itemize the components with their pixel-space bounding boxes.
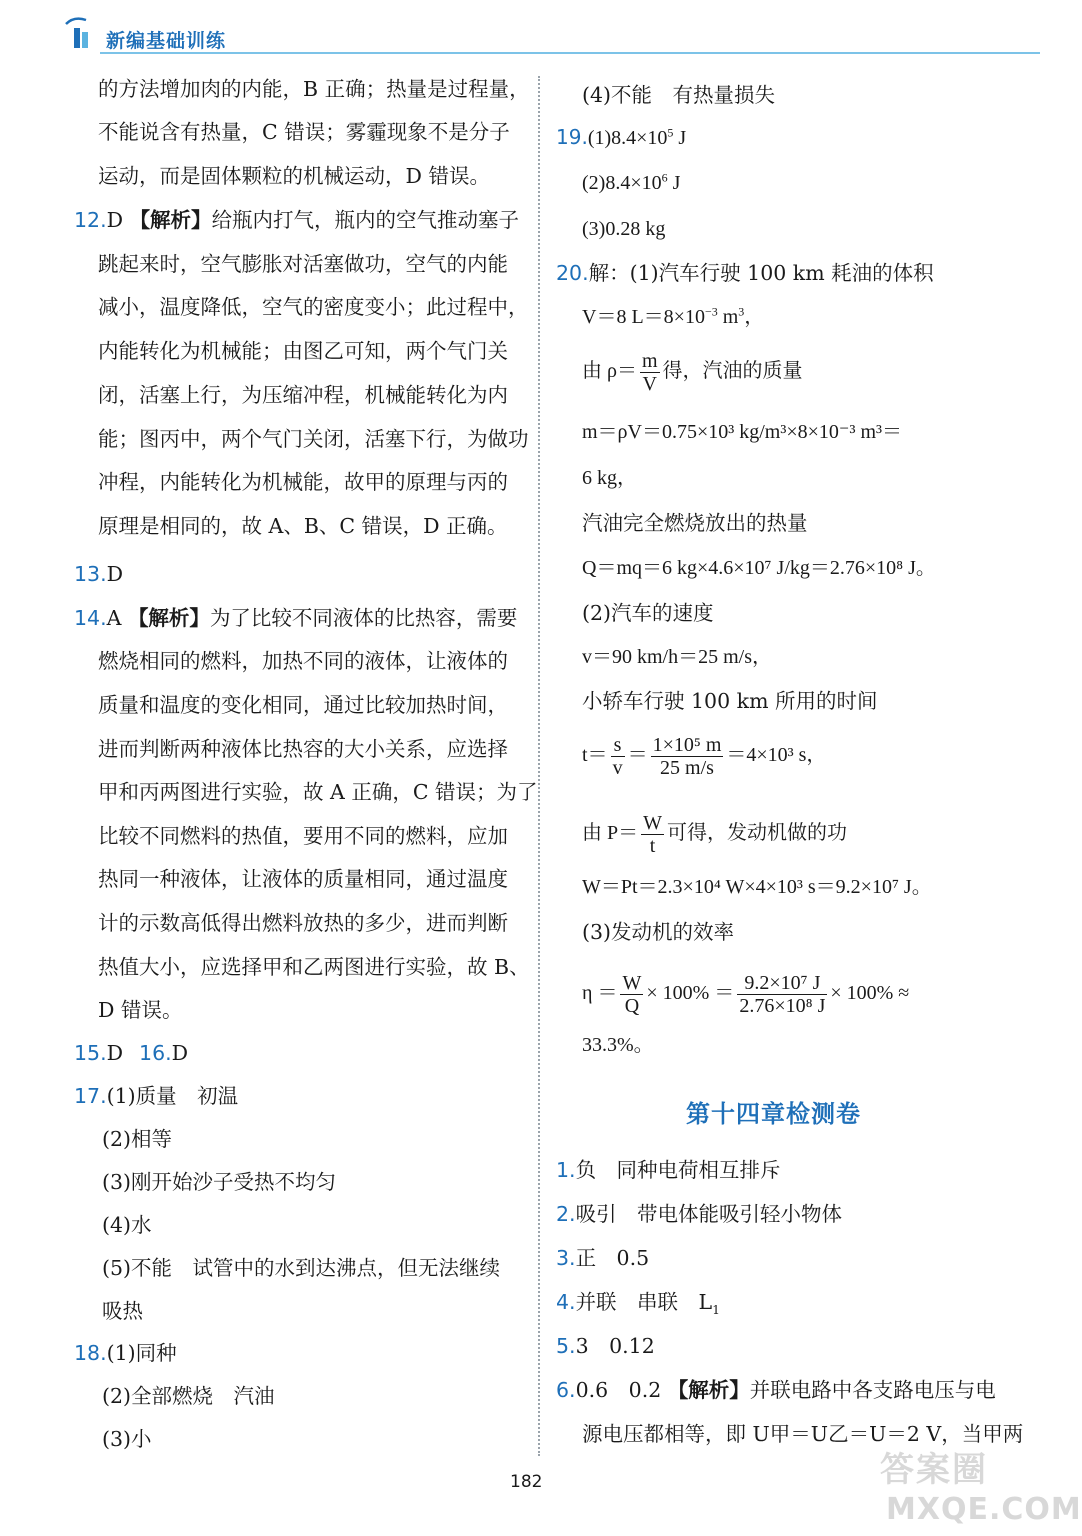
question-number: 1.: [556, 1158, 576, 1182]
text-line: 不能说含有热量，C 错误；雾霾现象不是分子: [98, 120, 510, 144]
text-line: D 错误。: [98, 998, 183, 1022]
exponent: 5: [667, 125, 674, 140]
denominator: 2.76×10⁸ J: [739, 995, 826, 1017]
watermark-text: MXQE.COM: [886, 1492, 1082, 1527]
section-title: 第十四章检测卷: [686, 1100, 861, 1128]
formula-line: v＝90 km/h＝25 m/s，: [582, 646, 773, 668]
answer-s3: [556, 1243, 649, 1273]
answer-letter: D: [106, 1041, 124, 1065]
question-number: 14.: [74, 606, 107, 630]
answer-letter: D: [106, 562, 124, 586]
text-line: 吸热: [102, 1299, 143, 1323]
text-line: 进而判断两种液体比热容的大小关系，应选择: [98, 737, 508, 761]
text-line: [582, 168, 680, 198]
text-line: 源电压都相等，即 U甲＝U乙＝U＝2 V，当甲两: [582, 1422, 1024, 1446]
text-line: 比较不同燃料的热值，要用不同的燃料，应加: [98, 824, 508, 848]
answer-letter: D: [106, 208, 130, 232]
text: 可得，发动机做的功: [667, 822, 848, 845]
answer-20: [556, 258, 934, 288]
text-line: (2)全部燃烧 汽油: [102, 1384, 275, 1408]
watermark-text: 答案圈: [880, 1450, 988, 1490]
text-line: 的方法增加肉的内能，B 正确；热量是过程量，: [98, 77, 530, 101]
formula-line: [582, 350, 803, 395]
text: 吸引 带电体能吸引轻小物体: [575, 1202, 843, 1226]
denominator: v: [612, 757, 623, 779]
text-line: (3)刚开始沙子受热不均匀: [102, 1170, 337, 1194]
text-line: 能；图丙中，两个气门关闭，活塞下行，为做功: [98, 427, 529, 451]
text: 负 同种电荷相互排斥: [575, 1158, 781, 1182]
text-line: (3)0.28 kg: [582, 218, 666, 240]
text: (1)8.4×10: [587, 127, 668, 149]
text-line: 减小，温度降低，空气的密度变小；此过程中，: [98, 295, 529, 319]
exponent: 6: [661, 170, 668, 185]
text: (1)质量 初温: [106, 1084, 239, 1108]
text-line: 热值大小，应选择甲和乙两图进行实验，故 B、: [98, 955, 530, 979]
header-title: 新编基础训练: [106, 30, 227, 52]
analysis-tag: 【解析】: [127, 606, 210, 630]
question-number: 6.: [556, 1378, 576, 1402]
numerator: W: [643, 812, 663, 834]
text: × 100% ＝: [646, 982, 735, 1005]
text-line: (3)发动机的效率: [582, 920, 735, 944]
text-line: (2)汽车的速度: [582, 601, 714, 625]
formula-line: [582, 812, 847, 857]
subscript: 1: [712, 1303, 720, 1318]
fraction: [640, 350, 660, 395]
column-divider: [538, 76, 540, 1456]
text-line: 小轿车行驶 100 km 所用的时间: [582, 689, 878, 713]
numerator: m: [641, 350, 658, 372]
question-number: 5.: [556, 1334, 576, 1358]
text: ，: [744, 306, 765, 328]
denominator: 25 m/s: [651, 756, 724, 779]
page-header: [60, 14, 1040, 54]
text: 得，汽油的质量: [662, 360, 803, 383]
denominator: V: [640, 372, 660, 395]
text: 并联电路中各支路电压与电: [749, 1378, 996, 1402]
denominator: Q: [620, 994, 643, 1017]
question-number: 16.: [139, 1041, 172, 1065]
text-line: 甲和丙两图进行实验，故 A 正确，C 错误；为了: [98, 780, 538, 804]
numerator: s: [613, 734, 622, 756]
formula-line: [582, 734, 826, 779]
formula-line: 6 kg，: [582, 467, 637, 489]
text-line: (2)相等: [102, 1127, 173, 1151]
text: 3 0.12: [575, 1334, 655, 1358]
text-line: 原理是相同的，故 A、B、C 错误，D 正确。: [98, 514, 508, 538]
question-number: 17.: [74, 1084, 107, 1108]
text: 并联 串联 L: [575, 1290, 713, 1314]
numerator: W: [622, 972, 642, 994]
question-number: 18.: [74, 1341, 107, 1365]
text-line: (4)不能 有热量损失: [582, 83, 776, 107]
page-number: 182: [510, 1472, 543, 1492]
text: (1)同种: [106, 1341, 177, 1365]
answer-s2: [556, 1199, 842, 1229]
exponent: −3: [704, 304, 718, 319]
denominator: t: [641, 834, 664, 857]
question-number: 3.: [556, 1246, 576, 1270]
fraction: [620, 972, 643, 1017]
watermark: [872, 1440, 1082, 1532]
text: t＝: [582, 744, 608, 767]
text-line: (4)水: [102, 1213, 152, 1237]
answer-letter: D: [171, 1041, 189, 1065]
question-number: 2.: [556, 1202, 576, 1226]
text: η ＝: [582, 982, 618, 1005]
text: V＝8 L＝8×10: [582, 306, 705, 328]
question-number: 12.: [74, 208, 107, 232]
answer-12: [74, 205, 519, 235]
text: 正 0.5: [575, 1246, 650, 1270]
formula-line: [582, 302, 764, 332]
formula-line: W＝Pt＝2.3×10⁴ W×4×10³ s＝9.2×10⁷ J。: [582, 876, 932, 898]
answer-s1: [556, 1155, 781, 1185]
numerator: 1×10⁵ m: [652, 734, 722, 756]
text-line: 汽油完全燃烧放出的热量: [582, 511, 808, 535]
text-line: 质量和温度的变化相同，通过比较加热时间，: [98, 693, 508, 717]
analysis-tag: 【解析】: [667, 1378, 750, 1402]
answer-17: [74, 1081, 238, 1111]
analysis-tag: 【解析】: [129, 208, 212, 232]
answer-14: [74, 603, 517, 633]
question-number: 19.: [556, 125, 588, 149]
text-line: 跳起来时，空气膨胀对活塞做功，空气的内能: [98, 252, 508, 276]
formula-line: Q＝mq＝6 kg×4.6×10⁷ J/kg＝2.76×10⁸ J。: [582, 557, 936, 579]
text: ＝4×10³ s，: [726, 744, 827, 767]
header-logo-icon: [64, 16, 94, 50]
fraction: [651, 734, 724, 779]
text: 0.6 0.2: [575, 1378, 668, 1402]
question-number: 20.: [556, 261, 589, 285]
question-number: 13.: [74, 562, 107, 586]
text-line: (3)小: [102, 1427, 152, 1451]
text-line: 燃烧相同的燃料，加热不同的液体，让液体的: [98, 649, 508, 673]
text: × 100% ≈: [830, 982, 910, 1005]
question-number: 4.: [556, 1290, 576, 1314]
question-number: 15.: [74, 1041, 107, 1065]
fraction: [737, 972, 827, 1017]
text-line: 闭，活塞上行，为压缩冲程，机械能转化为内: [98, 383, 508, 407]
answer-18: [74, 1338, 177, 1368]
answer-15-16: [74, 1038, 188, 1068]
text-line: 计的示数高低得出燃料放热的多少，进而判断: [98, 911, 508, 935]
numerator: 9.2×10⁷ J: [744, 972, 821, 994]
answer-19: [556, 122, 686, 153]
text: 解：(1)汽车行驶 100 km 耗油的体积: [588, 261, 934, 285]
answer-s4: [556, 1287, 720, 1317]
text-line: 冲程，内能转化为机械能，故甲的原理与丙的: [98, 470, 508, 494]
unit: J: [673, 127, 687, 149]
text-line: 热同一种液体，让液体的质量相同，通过温度: [98, 867, 508, 891]
text: 为了比较不同液体的比热容，需要: [209, 606, 518, 630]
formula-line: 33.3%。: [582, 1034, 654, 1056]
exponent: 3: [738, 304, 745, 319]
answer-s5: [556, 1331, 655, 1361]
text-line: (5)不能 试管中的水到达沸点，但无法继续: [102, 1256, 501, 1280]
answer-13: [74, 559, 123, 589]
header-rule: [100, 52, 1040, 54]
text: ＝: [627, 744, 648, 767]
text: 由 ρ＝: [582, 360, 637, 383]
formula-line: m＝ρV＝0.75×10³ kg/m³×8×10⁻³ m³＝: [582, 421, 903, 443]
text-line: 运动，而是固体颗粒的机械运动，D 错误。: [98, 164, 490, 188]
text: (2)8.4×10: [582, 172, 662, 194]
text: 给瓶内打气，瓶内的空气推动塞子: [211, 208, 520, 232]
answer-letter: A: [106, 606, 128, 630]
unit: J: [667, 172, 681, 194]
fraction: [611, 734, 625, 779]
fraction: [641, 812, 664, 857]
answer-s6: [556, 1375, 996, 1405]
text: m: [717, 306, 739, 328]
text: 由 P＝: [582, 822, 639, 845]
text-line: 内能转化为机械能；由图乙可知，两个气门关: [98, 339, 508, 363]
formula-line: [582, 972, 909, 1017]
